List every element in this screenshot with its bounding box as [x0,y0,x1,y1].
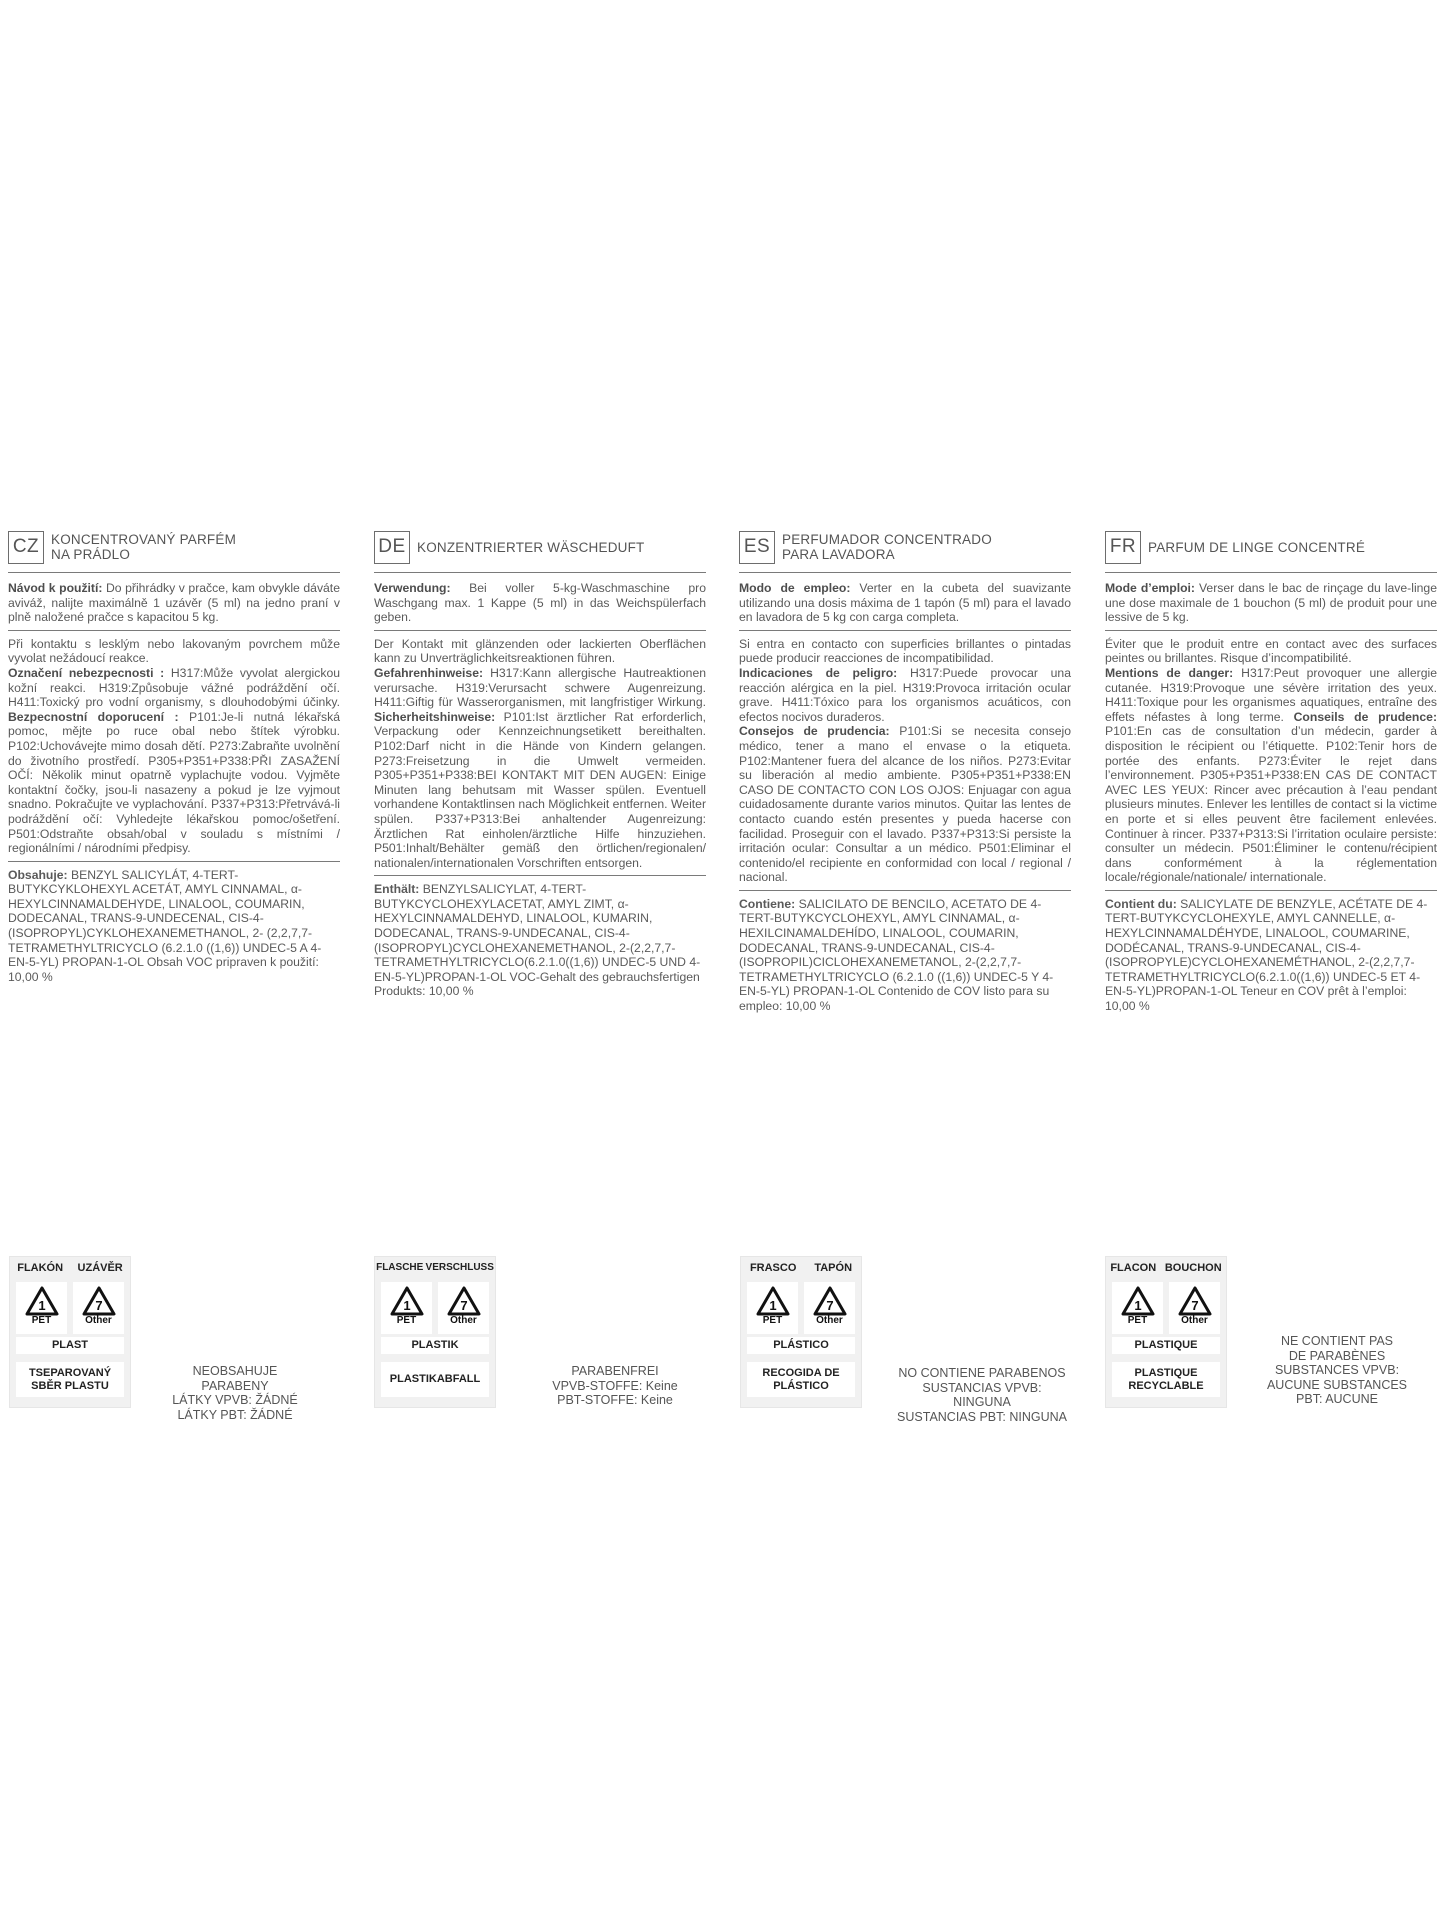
divider [374,875,706,876]
material-label: PLÁSTICO [747,1337,855,1354]
language-code-badge: DE [374,531,410,564]
recycle-pet-icon: 1 PET [16,1282,67,1334]
recycle-pet-icon: 1 PET [747,1282,798,1334]
disposal-label: TSEPAROVANÝ SBĚR PLASTU [16,1362,124,1397]
column-cz [8,528,340,984]
parabens-note-es: NO CONTIENE PARABENOS SUSTANCIAS VPVB: NINGUNA SUSTANCIAS PBT: NINGUNA [897,1366,1067,1424]
language-code-badge: FR [1105,531,1141,564]
divider [739,572,1071,573]
ingredients-paragraph: Contient du: SALICYLATE DE BENZYLE, ACÉTATE DE 4-TERT-BUTYKCYCLOHEXYLE, AMYL CANNELLE, α-HEXYLCINNAMALDÉHYDE, LINALOOL, COUMARINE, DODÉCANAL, TRANS-9-UNDECANAL, CIS-4-(ISOPROPYLE)CYCLOHEXANEMÉTHANOL, 2-(2,2,7,7-TETRAMETHYLTRICYCLO(6.2.1.0((1,6)) UNDEC-5 ET 4-EN-5-YL)PROPAN-1-OL Teneur en COV prêt à l’emploi: 10,00 % [1105,896,1428,1014]
divider [374,630,706,631]
divider [1105,572,1437,573]
parabens-note-cz: NEOBSAHUJE PARABENY LÁTKY VPVB: ŽÁDNÉ LÁTKY PBT: ŽÁDNÉ [172,1364,298,1422]
recycle-other-icon: 7 Other [73,1282,124,1334]
recycling-box-es [740,1256,862,1408]
product-title: PERFUMADOR CONCENTRADO PARA LAVADORA [782,532,992,562]
safety-paragraph: Éviter que le produit entre en contact avec des surfaces peintes ou brillantes. Risque d’incompatibilité. Mentions de danger: H317:Peut provoquer une allergie cutanée. H319:Provoque une sévère irritation des yeux. H411:Toxique pour les organismes aquatiques, entraîne des effets néfastes à long terme. Conseils de prudence: P101:En cas de consultation d’un médecin, garder à disposition le récipient ou l’étiquette. P102:Tenir hors de portée des enfants. P273:Éviter le rejet dans l’environnement. P305+P351+P338:EN CAS DE CONTACT AVEC LES YEUX: Rincer avec précaution à l’eau pendant plusieurs minutes. Enlever les lentilles de contact si la victime en porte et si elles peuvent être facilement enlevées. Continuer à rincer. P337+P313:Si l’irritation oculaire persiste: consulter un médecin. P501:Éliminer le contenu/récipient dans conformément à la réglementation locale/régionale/nationale/ internationale. [1105,636,1437,885]
parabens-note-fr: NE CONTIENT PAS DE PARABÈNES SUBSTANCES VPVB: AUCUNE SUBSTANCES PBT: AUCUNE [1266,1334,1408,1406]
column-fr [1105,528,1437,1014]
usage-paragraph: Mode d’emploi: Verser dans le bac de rinçage du lave-linge une dose maximale de 1 bouchon (5 ml) de produit pour une lessive de 5 kg. [1105,581,1437,625]
recycling-box-fr [1105,1256,1227,1408]
bottle-label: FRASCO [749,1262,797,1274]
divider [8,630,340,631]
column-header [1105,528,1437,566]
divider [1105,890,1437,891]
cap-label: UZÁVĚR [77,1262,123,1274]
column-es [739,528,1071,1014]
divider [8,572,340,573]
column-de [374,528,706,999]
svg-text:1: 1 [402,1298,411,1313]
divider [374,572,706,573]
material-label: PLASTIQUE [1112,1337,1220,1354]
recycling-box-de [374,1256,496,1408]
recycle-other-icon: 7 Other [804,1282,855,1334]
language-code-badge: ES [739,531,775,564]
safety-paragraph: Si entra en contacto con superficies brillantes o pintadas puede producir reacciones de incompatibilidad. Indicaciones de peligro: H317:Puede provocar una reacción alérgica en la piel. H319:Provoca irritación ocular grave. H411:Tóxico para los organismos acuáticos, con efectos nocivos duraderos. Consejos de prudencia: P101:Si se necesita consejo médico, tener a mano el envase o la etiqueta. P102:Mantener fuera del alcance de los niños. P273:Evitar su liberación al medio ambiente. P305+P351+P338:EN CASO DE CONTACTO CON LOS OJOS: Enjuagar con agua cuidadosamente durante varios minutos. Quitar las lentes de contacto cuando estén presentes y pueda hacerse con facilidad. Proseguir con el lavado. P337+P313:Si persiste la irritación ocular: Consultar a un médico. P501:Eliminar el contenido/el recipiente en conformidad con local / regional / nacional. [739,636,1071,885]
safety-paragraph: Der Kontakt mit glänzenden oder lackierten Oberflächen kann zu Unverträglichkeitsreaktionen führen. Gefahrenhinweise: H317:Kann allergische Hautreaktionen verursache. H319:Verursacht schwere Augenreizung. H411:Giftig für Wasserorganismen, mit langfristiger Wirkung. Sicherheitshinweise: P101:Ist ärztlicher Rat erforderlich, Verpackung oder Kennzeichnungsetikett bereithalten. P102:Darf nicht in die Hände von Kindern gelangen. P273:Freisetzung in die Umwelt vermeiden. P305+P351+P338:BEI KONTAKT MIT DEN AUGEN: Einige Minuten lang behutsam mit Wasser spülen. Eventuell vorhandene Kontaktlinsen nach Möglichkeit entfernen. Weiter spülen. P337+P313:Bei anhaltender Augenreizung: Ärztlichen Rat einholen/ärztliche Hilfe hinzuziehen. P501:Inhalt/Behälter gemäß den örtlichen/regionalen/ nationalen/internationalen Vorschriften entsorgen. [374,636,706,870]
language-code-badge: CZ [8,531,44,564]
divider [1105,630,1437,631]
divider [739,630,1071,631]
recycle-other-icon: 7 Other [1169,1282,1220,1334]
usage-paragraph: Návod k použití: Do přihrádky v pračce, kam obvykle dáváte aviváž, nalijte maximálně 1 uzávěr (5 ml) na jedno praní v plně naložené pračce s kapacitou 5 kg. [8,581,340,625]
svg-text:7: 7 [459,1298,468,1313]
disposal-label: RECOGIDA DE PLÁSTICO [747,1362,855,1397]
divider [8,861,340,862]
svg-text:1: 1 [37,1298,46,1313]
usage-paragraph: Modo de empleo: Verter en la cubeta del suavizante utilizando una dosis máxima de 1 tapón (5 ml) para el lavado en lavadora de 5 kg con carga completa. [739,581,1071,625]
recycle-pet-icon: 1 PET [381,1282,432,1334]
ingredients-paragraph: Contiene: SALICILATO DE BENCILO, ACETATO DE 4-TERT-BUTYKCYCLOHEXYL, AMYL CINNAMAL, α-HEXILCINAMALDEHÍDO, LINALOOL, COUMARIN, DODECANAL, TRANS-9-UNDECANAL, CIS-4-(ISOPROPIL)CICLOHEXANEMETANOL, 2-(2,2,7,7-TETRAMETHYLTRICYCLO (6.2.1.0 ((1,6)) UNDEC-5 Y 4-EN-5-YL) PROPAN-1-OL Contenido de COV listo para su empleo: 10,00 % [739,896,1054,1014]
bottle-label: FLAKÓN [17,1262,64,1274]
product-title: PARFUM DE LINGE CONCENTRÉ [1148,539,1366,555]
material-label: PLASTIK [381,1337,489,1354]
ingredients-paragraph: Obsahuje: BENZYL SALICYLÁT, 4-TERT-BUTYKCYKLOHEXYL ACETÁT, AMYL CINNAMAL, α-HEXYLCINNAMALDEHYDE, LINALOOL, COUMARIN, DODECANAL, TRANS-9-UNDECENAL, CIS-4-(ISOPROPYL)CYKLOHEXANEMETHANOL, 2- (2,2,7,7-TETRAMETHYLTRICYCLO (6.2.1.0 ((1,6)) UNDEC-5 A 4-EN-5-YL) PROPAN-1-OL Obsah VOC pripraven k použití: 10,00 % [8,867,322,984]
usage-paragraph: Verwendung: Bei voller 5-kg-Waschmaschine pro Waschgang max. 1 Kappe (5 ml) in das Weichspülerfach geben. [374,581,706,625]
product-title: KONZENTRIERTER WÄSCHEDUFT [417,539,645,555]
parabens-note-de: PARABENFREI VPVB-STOFFE: Keine PBT-STOFFE: Keine [552,1364,678,1407]
svg-text:7: 7 [94,1298,103,1313]
disposal-label: PLASTIKABFALL [381,1362,489,1397]
column-header [739,528,1071,566]
product-title: KONCENTROVANÝ PARFÉM NA PRÁDLO [51,532,237,562]
material-label: PLAST [16,1337,124,1354]
ingredients-paragraph: Enthält: BENZYLSALICYLAT, 4-TERT-BUTYKCYCLOHEXYLACETAT, AMYL ZIMT, α-HEXYLCINNAMALDEHYD, LINALOOL, KUMARIN, DODECANAL, TRANS-9-UNDECANAL, CIS-4-(ISOPROPYL)CYCLOHEXANEMETHANOL, 2-(2,2,7,7-TETRAMETHYLTRICYCLO(6.2.1.0((1,6)) UNDEC-5 UND 4-EN-5-YL)PROPAN-1-OL VOC-Gehalt des gebrauchsfertigen Produkts: 10,00 % [374,882,701,999]
svg-text:1: 1 [1133,1298,1142,1313]
bottle-label: FLASCHE [376,1262,424,1273]
cap-label: TAPÓN [814,1262,853,1274]
bottle-label: FLACON [1110,1262,1157,1274]
svg-text:7: 7 [1190,1298,1199,1313]
cap-label: VERSCHLUSS [425,1262,494,1273]
column-header [8,528,340,566]
safety-paragraph: Při kontaktu s lesklým nebo lakovaným povrchem může vyvolat nežádoucí reakce. Označení nebezpecnosti : H317:Může vyvolat alergickou kožní reakci. H319:Způsobuje vážné podráždění očí. H411:Toxický pro vodní organismy, s dlouhodobými účinky. Bezpecnostní doporucení : P101:Je-li nutná lékařská pomoc, mějte po ruce obal nebo štítek výrobku. P102:Uchovávejte mimo dosah dětí. P273:Zabraňte uvolnění do životního prostředí. P305+P351+P338:PŘI ZASAŽENÍ OČÍ: Několik minut opatrně vyplachujte vodou. Vyjměte kontaktní čočky, jsou-li nasazeny a pokud je lze vyjmout snadno. Pokračujte ve vyplachování. P337+P313:Přetrvává-li podráždění očí: Vyhledejte lékařskou pomoc/ošetření. P501:Odstraňte obsah/obal v souladu s místními / regionálními / národními předpisy. [8,636,341,856]
recycling-box-cz [9,1256,131,1408]
column-header [374,528,706,566]
svg-text:1: 1 [768,1298,777,1313]
recycle-pet-icon: 1 PET [1112,1282,1163,1334]
recycle-other-icon: 7 Other [438,1282,489,1334]
divider [739,890,1071,891]
disposal-label: PLASTIQUE RECYCLABLE [1112,1362,1220,1397]
cap-label: BOUCHON [1164,1262,1222,1274]
svg-text:7: 7 [825,1298,834,1313]
